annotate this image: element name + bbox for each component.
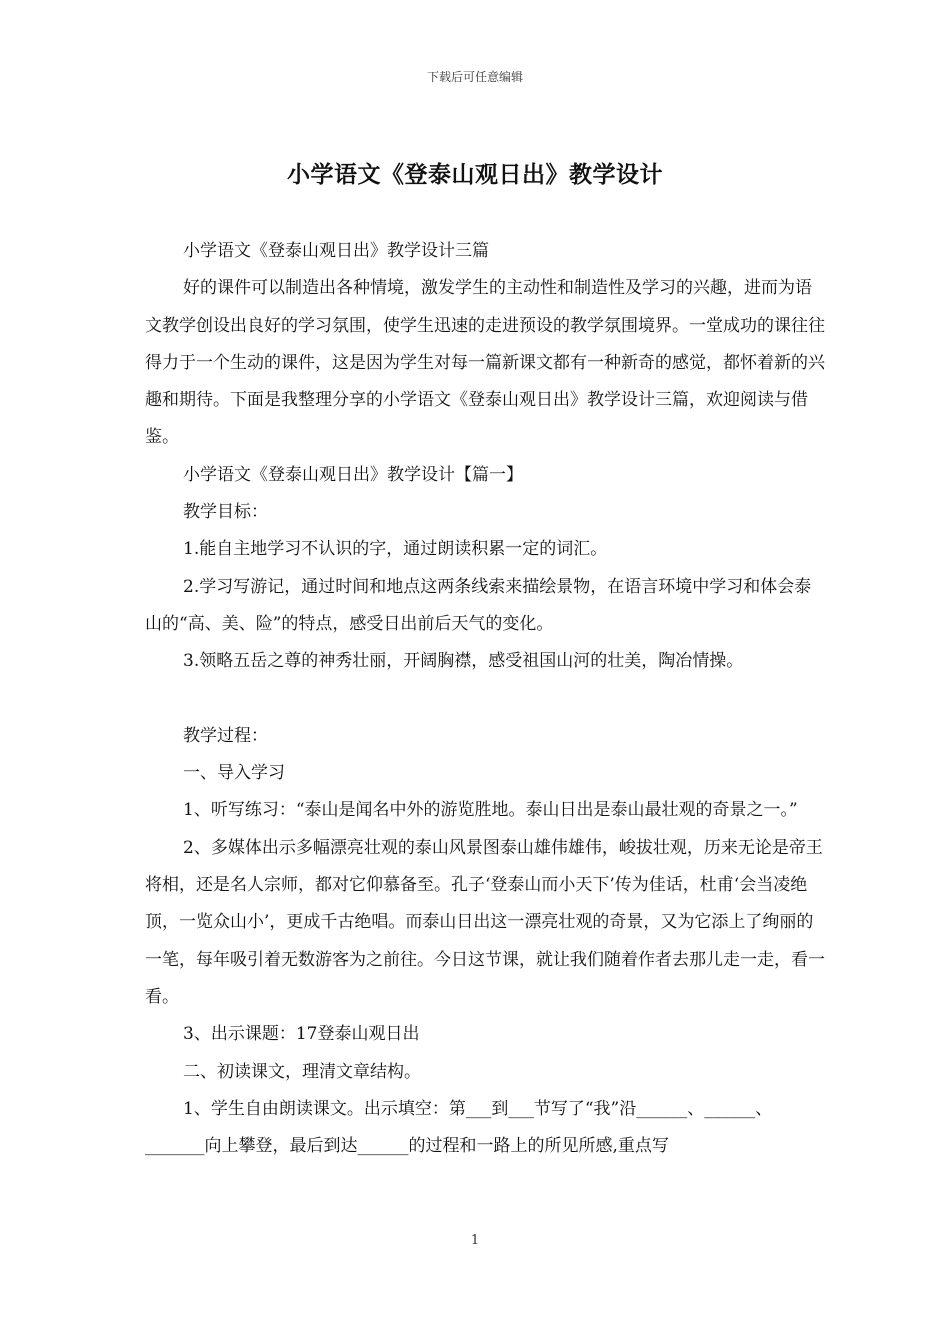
section-heading: 小学语文《登泰山观日出》教学设计【篇一】	[183, 464, 523, 485]
goals-heading: 教学目标：	[183, 502, 268, 523]
step-heading: 二、初读课文，理清文章结构。	[183, 1061, 421, 1082]
goal-item: 1.能自主地学习不认识的字，通过朗读积累一定的词汇。	[183, 539, 608, 560]
step-paragraph: 1、学生自由朗读课文。出示填空：第___到___节写了“我”沿______、______、_______向上攀登，最后到达______的过程和一路上的所见所感,重点写	[145, 1098, 773, 1157]
step-paragraph: 3、出示课题：17登泰山观日出	[183, 1024, 420, 1045]
goal-item: 3.领略五岳之尊的神秀壮丽，开阔胸襟，感受祖国山河的壮美，陶冶情操。	[183, 651, 744, 672]
goal-item: 2.学习写游记，通过时间和地点这两条线索来描绘景物，在语言环境中学习和体会泰山的“高、美、险”的特点，感受日出前后天气的变化。	[145, 576, 812, 634]
step-paragraph: 1、听写练习：“泰山是闻名中外的游览胜地。泰山日出是泰山最壮观的奇景之一。”	[183, 800, 798, 821]
intro-paragraph: 好的课件可以制造出各种情境，激发学生的主动性和制造性及学习的兴趣，进而为语文教学创设出良好的学习氛围，使学生迅速的走进预设的教学氛围境界。一堂成功的课往往得力于一个生动的课件，这是因为学生对每一篇新课文都有一种新奇的感觉，都怀着新的兴趣和期待。下面是我整理分享的小学语文《登泰山观日出》教学设计三篇，欢迎阅读与借鉴。	[145, 278, 825, 448]
step-paragraph: 2、多媒体出示多幅漂亮壮观的泰山风景图泰山雄伟雄伟，峻拔壮观，历来无论是帝王将相，还是名人宗师，都对它仰慕备至。孔子‘登泰山而小天下’传为佳话，杜甫‘会当凌绝顶，一览众山小’，更成千古绝唱。而泰山日出这一漂亮壮观的奇景，又为它添上了绚丽的一笔，每年吸引着无数游客为之前往。今日这节课，就让我们随着作者去那儿走一走，看一看。	[145, 837, 825, 1007]
subtitle-paragraph: 小学语文《登泰山观日出》教学设计三篇	[183, 241, 489, 261]
document-title: 小学语文《登泰山观日出》教学设计	[287, 161, 663, 188]
document-body	[145, 233, 825, 1165]
page-number: 1	[470, 1233, 480, 1248]
step-heading: 一、导入学习	[183, 763, 285, 784]
blank-line	[145, 681, 825, 718]
process-heading: 教学过程：	[183, 725, 268, 746]
page-header: 下载后可任意编辑	[426, 70, 523, 84]
